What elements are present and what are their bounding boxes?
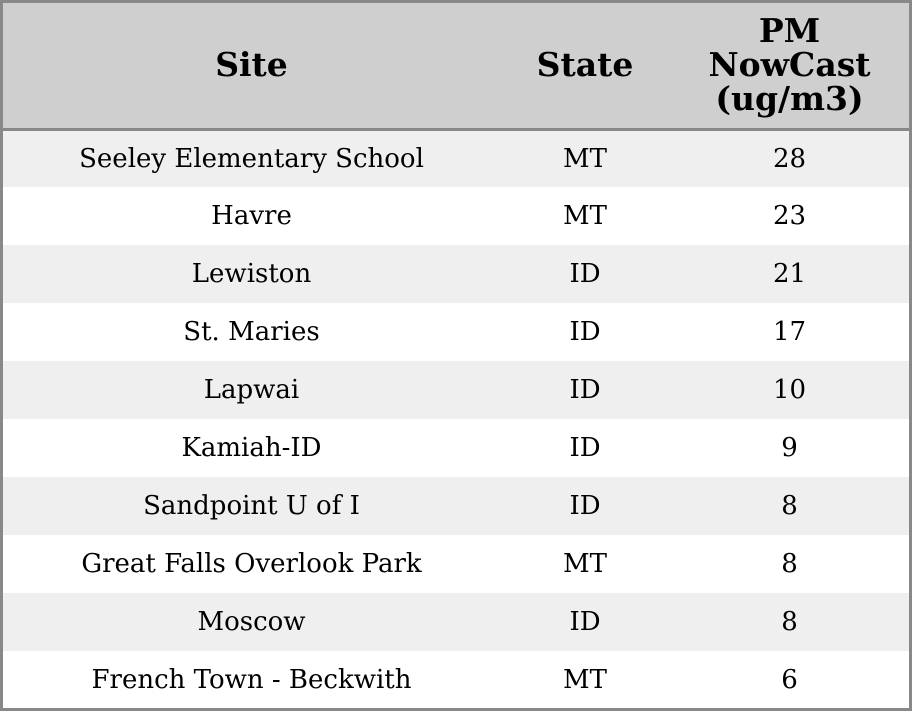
cell-site: Sandpoint U of I — [3, 477, 500, 535]
cell-pm: 9 — [670, 419, 909, 477]
cell-state: ID — [500, 419, 670, 477]
table-row — [3, 593, 909, 651]
cell-pm: 8 — [670, 593, 909, 651]
header-pm-line-2: NowCast — [708, 45, 871, 85]
header-pm-nowcast — [670, 3, 909, 129]
cell-state: MT — [500, 651, 670, 709]
cell-site: Havre — [3, 187, 500, 245]
table-row — [3, 129, 909, 187]
table-row — [3, 477, 909, 535]
header-pm-line-1: PM — [758, 11, 821, 51]
table-row — [3, 303, 909, 361]
table-row — [3, 187, 909, 245]
table-row — [3, 361, 909, 419]
cell-pm: 6 — [670, 651, 909, 709]
cell-state: MT — [500, 187, 670, 245]
header-site — [3, 3, 500, 129]
cell-pm: 28 — [670, 129, 909, 187]
cell-state: ID — [500, 303, 670, 361]
header-site-line: Site — [215, 45, 288, 85]
cell-state: MT — [500, 129, 670, 187]
cell-site: Great Falls Overlook Park — [3, 535, 500, 593]
cell-pm: 23 — [670, 187, 909, 245]
cell-site: Lapwai — [3, 361, 500, 419]
cell-state: ID — [500, 477, 670, 535]
cell-site: French Town - Beckwith — [3, 651, 500, 709]
cell-state: MT — [500, 535, 670, 593]
cell-pm: 17 — [670, 303, 909, 361]
cell-state: ID — [500, 361, 670, 419]
cell-pm: 8 — [670, 477, 909, 535]
header-pm-line-3: (ug/m3) — [715, 79, 864, 119]
table-header-row — [3, 3, 909, 129]
cell-site: Lewiston — [3, 245, 500, 303]
table-row — [3, 535, 909, 593]
cell-state: ID — [500, 593, 670, 651]
cell-site: Kamiah-ID — [3, 419, 500, 477]
cell-pm: 10 — [670, 361, 909, 419]
header-state-line: State — [536, 45, 634, 85]
pm-nowcast-table — [3, 3, 909, 709]
table-row — [3, 651, 909, 709]
cell-site: Moscow — [3, 593, 500, 651]
cell-state: ID — [500, 245, 670, 303]
cell-site: Seeley Elementary School — [3, 129, 500, 187]
table-row — [3, 245, 909, 303]
cell-pm: 21 — [670, 245, 909, 303]
header-state — [500, 3, 670, 129]
cell-pm: 8 — [670, 535, 909, 593]
table-row — [3, 419, 909, 477]
cell-site: St. Maries — [3, 303, 500, 361]
